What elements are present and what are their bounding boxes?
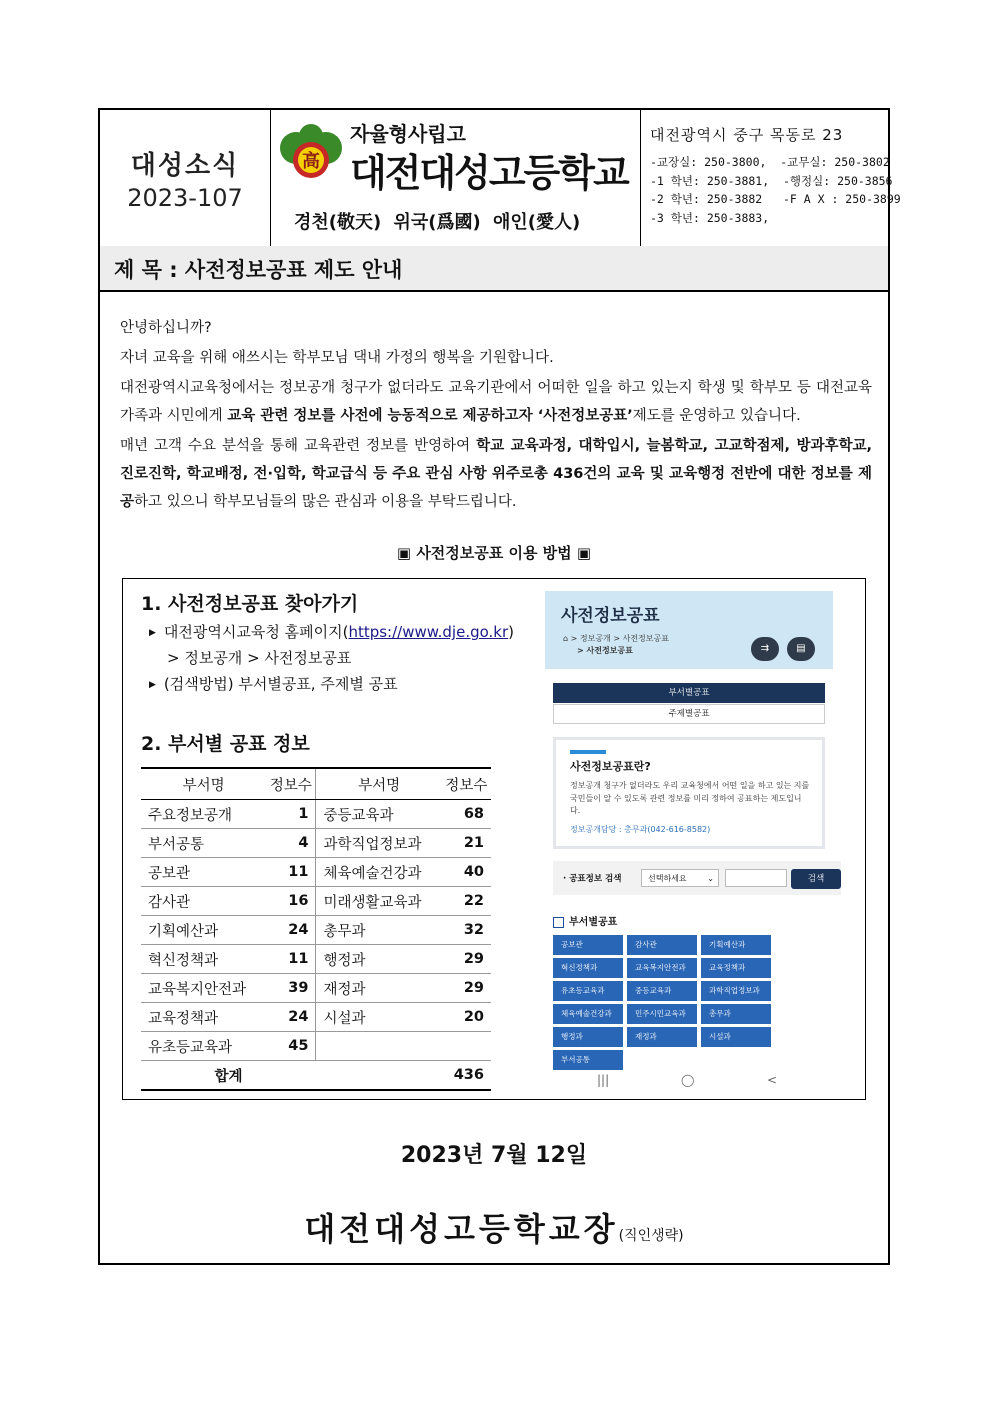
homepage-link[interactable]: https://www.dje.go.kr <box>348 623 509 641</box>
dept-button[interactable]: 체육예술건강과 <box>553 1004 623 1024</box>
header-dept-2: 부서명 <box>316 768 442 800</box>
table-row <box>141 858 491 887</box>
dept-button[interactable]: 유초등교육과 <box>553 981 623 1001</box>
p3-emphasis-2: 등 주요 관심 사항 위주로총 436건의 교육 및 교육행정 <box>367 466 731 482</box>
guide-line-search <box>149 673 398 694</box>
dept-button[interactable]: 재정과 <box>627 1027 697 1047</box>
signature-line <box>100 1204 888 1250</box>
table-row <box>141 945 491 974</box>
header-count-1: 정보수 <box>266 768 316 800</box>
breadcrumb <box>563 633 669 657</box>
checkbox-icon <box>553 917 564 928</box>
dept-button[interactable]: 시설과 <box>701 1027 771 1047</box>
count-cell: 4 <box>266 829 316 858</box>
back-icon[interactable]: < <box>767 1073 778 1087</box>
bullet-icon: ▶ <box>149 679 156 690</box>
banner-title: 사전정보공표 <box>561 606 660 626</box>
section-1-title: 1. 사전정보공표 찾아가기 <box>141 593 359 615</box>
dept-cell: 유초등교육과 <box>141 1032 266 1061</box>
p3-text: 매년 고객 수요 분석을 통해 교육관련 정보를 반영하여 <box>120 438 477 454</box>
table-total-row <box>141 1061 491 1091</box>
dept-cell: 주요정보공개 <box>141 800 266 829</box>
dept-cell: 총무과 <box>316 916 442 945</box>
dept-cell: 교육정책과 <box>141 1003 266 1032</box>
count-cell: 16 <box>266 887 316 916</box>
count-cell: 29 <box>442 974 491 1003</box>
recent-apps-icon[interactable]: ||| <box>597 1073 610 1087</box>
info-box <box>553 737 825 849</box>
school-box <box>270 110 641 246</box>
breadcrumb-line-1: ⌂ > 정보공개 > 사전정보공표 <box>563 634 669 643</box>
count-cell: 22 <box>442 887 491 916</box>
accent-bar <box>570 750 606 754</box>
count-cell: 39 <box>266 974 316 1003</box>
contact-numbers: -교장실: 250-3800, -교무실: 250-3802 -1 학년: 250-3881, -행정실: 250-3856 -2 학년: 250-3882 -F A X : 250-3899 -3 학년: 250-3883, <box>650 155 901 225</box>
contact-box <box>640 110 901 246</box>
bullet-icon: ▶ <box>149 627 156 638</box>
guide-line-path: > 정보공개 > 사전정보공표 <box>167 649 352 667</box>
dept-label-text: 부서별공표 <box>569 917 618 928</box>
total-label: 합계 <box>141 1061 316 1091</box>
header-dept-1: 부서명 <box>141 768 266 800</box>
paragraph-2 <box>120 374 872 430</box>
print-icon[interactable]: ▤ <box>787 637 815 661</box>
table-row <box>141 887 491 916</box>
count-cell: 32 <box>442 916 491 945</box>
document-frame <box>98 108 901 1265</box>
usage-title: ▣ 사전정보공표 이용 방법 ▣ <box>396 544 592 562</box>
dept-button[interactable]: 공보관 <box>553 935 623 955</box>
select-value: 선택하세요 <box>648 874 687 883</box>
table-row <box>141 1032 491 1061</box>
dept-cell: 미래생활교육과 <box>316 887 442 916</box>
dept-cell: 기획예산과 <box>141 916 266 945</box>
dept-cell: 과학직업정보과 <box>316 829 442 858</box>
dept-cell: 공보관 <box>141 858 266 887</box>
section-2-title: 2. 부서별 공표 정보 <box>141 733 310 755</box>
info-description: 정보공개 청구가 없더라도 우리 교육청에서 어떤 일을 하고 있는 지를 국민들이 알 수 있도록 관련 정보를 미리 정하여 공표하는 제도입니다. <box>570 781 810 815</box>
p2-text: 대전광역시교육청에서는 정보공개 청구가 없더라도 교육기관에서 어떠한 일을 하고 있는지 학생 및 학부모 등 대전교육가족과 시민에게 <box>120 380 872 424</box>
dept-cell: 부서공통 <box>141 829 266 858</box>
dept-cell: 시설과 <box>316 1003 442 1032</box>
issue-label: 대성소식 <box>130 150 240 181</box>
dept-cell: 혁신정책과 <box>141 945 266 974</box>
dept-cell: 중등교육과 <box>316 800 442 829</box>
count-cell: 24 <box>266 1003 316 1032</box>
p3-emphasis-3: 전반에 대한 정보를 제공 <box>120 466 873 510</box>
count-cell <box>442 1032 491 1061</box>
chevron-down-icon: ⌄ <box>707 874 714 883</box>
subject-title: 제 목 : 사전정보공표 제도 안내 <box>114 258 403 282</box>
greeting: 안녕하십니까? <box>120 320 212 336</box>
table-row <box>141 1003 491 1032</box>
dept-cell: 행정과 <box>316 945 442 974</box>
letter-body <box>120 314 872 518</box>
share-icon[interactable]: ⇉ <box>751 637 779 661</box>
dept-button[interactable]: 혁신정책과 <box>553 958 623 978</box>
dept-button[interactable]: 교육정책과 <box>701 958 771 978</box>
department-table <box>141 767 491 1091</box>
table-header-row <box>141 768 491 800</box>
total-value: 436 <box>316 1061 491 1091</box>
homepage-label: 대전광역시교육청 홈페이지( <box>163 623 349 641</box>
screenshot-banner <box>545 591 833 669</box>
website-screenshot <box>541 587 841 1092</box>
paragraph-3 <box>120 432 872 516</box>
school-emblem-icon <box>276 124 346 188</box>
guide-line-homepage <box>149 621 514 642</box>
count-cell: 29 <box>442 945 491 974</box>
count-cell: 68 <box>442 800 491 829</box>
dept-cell: 재정과 <box>316 974 442 1003</box>
dept-cell: 교육복지안전과 <box>141 974 266 1003</box>
subject-bar <box>100 246 888 292</box>
p2-text-end: 제도를 운영하고 있습니다. <box>632 408 801 424</box>
table-row <box>141 800 491 829</box>
school-motto: 경천(敬天) 위국(爲國) 애인(愛人) <box>294 212 581 233</box>
info-heading: 사전정보공표란? <box>570 760 651 773</box>
table-row <box>141 974 491 1003</box>
breadcrumb-line-2: > 사전정보공표 <box>577 646 633 655</box>
info-contact: 정보공개담당 : 총무과(042-616-8582) <box>570 825 711 834</box>
usage-guide-box <box>122 578 866 1100</box>
dept-button[interactable]: 중등교육과 <box>627 981 697 1001</box>
dept-button[interactable]: 과학직업정보과 <box>701 981 771 1001</box>
letterhead <box>100 110 901 248</box>
dept-button[interactable]: 행정과 <box>553 1027 623 1047</box>
table-row <box>141 916 491 945</box>
count-cell: 45 <box>266 1032 316 1061</box>
count-cell: 21 <box>442 829 491 858</box>
count-cell: 40 <box>442 858 491 887</box>
school-name: 대전대성고등학교 <box>350 151 628 195</box>
dept-button[interactable]: 부서공통 <box>553 1050 623 1070</box>
count-cell: 11 <box>266 945 316 974</box>
count-cell: 1 <box>266 800 316 829</box>
search-button[interactable]: 검색 <box>791 869 841 889</box>
issue-date: 2023년 7월 12일 <box>400 1143 588 1168</box>
dept-button[interactable]: 기획예산과 <box>701 935 771 955</box>
svg-text:高: 高 <box>302 151 320 172</box>
p3-emphasis: 학교 교육과정, 대학입시, 늘봄학교, 고교학점제, 방과후학교, 진로진학, 학교배정, 전·입학, 학교급식 <box>120 438 873 482</box>
dept-button[interactable]: 감사관 <box>627 935 697 955</box>
count-cell: 11 <box>266 858 316 887</box>
principal-title: 대전대성고등학교장 <box>304 1210 619 1248</box>
dept-button[interactable]: 총무과 <box>701 1004 771 1024</box>
issue-number: 2023-107 <box>127 183 243 212</box>
p2-emphasis: 교육 관련 정보를 사전에 능동적으로 제공하고자 ‘사전정보공표’ <box>227 408 633 424</box>
search-bar <box>553 861 841 895</box>
search-input[interactable] <box>725 869 787 887</box>
dept-cell <box>316 1032 442 1061</box>
dept-cell: 체육예술건강과 <box>316 858 442 887</box>
header-count-2: 정보수 <box>442 768 491 800</box>
department-select[interactable] <box>641 869 719 887</box>
home-icon[interactable]: ◯ <box>681 1073 695 1087</box>
dept-button[interactable]: 교육복지안전과 <box>627 958 697 978</box>
search-label: · 공표정보 검색 <box>563 874 622 884</box>
tab-topic[interactable]: 주제별공표 <box>553 704 825 724</box>
paragraph-1: 자녀 교육을 위해 애쓰시는 학부모님 댁내 가정의 행복을 기원합니다. <box>120 350 554 366</box>
p3-text-end: 하고 있으니 학부모님들의 많은 관심과 이용을 부탁드립니다. <box>134 494 517 510</box>
school-type: 자율형사립고 <box>350 122 466 146</box>
count-cell: 24 <box>266 916 316 945</box>
table-row <box>141 829 491 858</box>
count-cell: 20 <box>442 1003 491 1032</box>
seal-note: (직인생략) <box>618 1228 684 1244</box>
issue-box <box>100 110 271 246</box>
search-method: (검색방법) 부서별공표, 주제별 공표 <box>163 675 398 693</box>
tab-department[interactable]: 부서별공표 <box>553 683 825 703</box>
school-address: 대전광역시 중구 목동로 23 <box>650 126 844 144</box>
homepage-label-end: ) <box>508 623 515 641</box>
dept-button[interactable]: 민주시민교육과 <box>627 1004 697 1024</box>
dept-cell: 감사관 <box>141 887 266 916</box>
dept-section-label <box>553 913 617 928</box>
